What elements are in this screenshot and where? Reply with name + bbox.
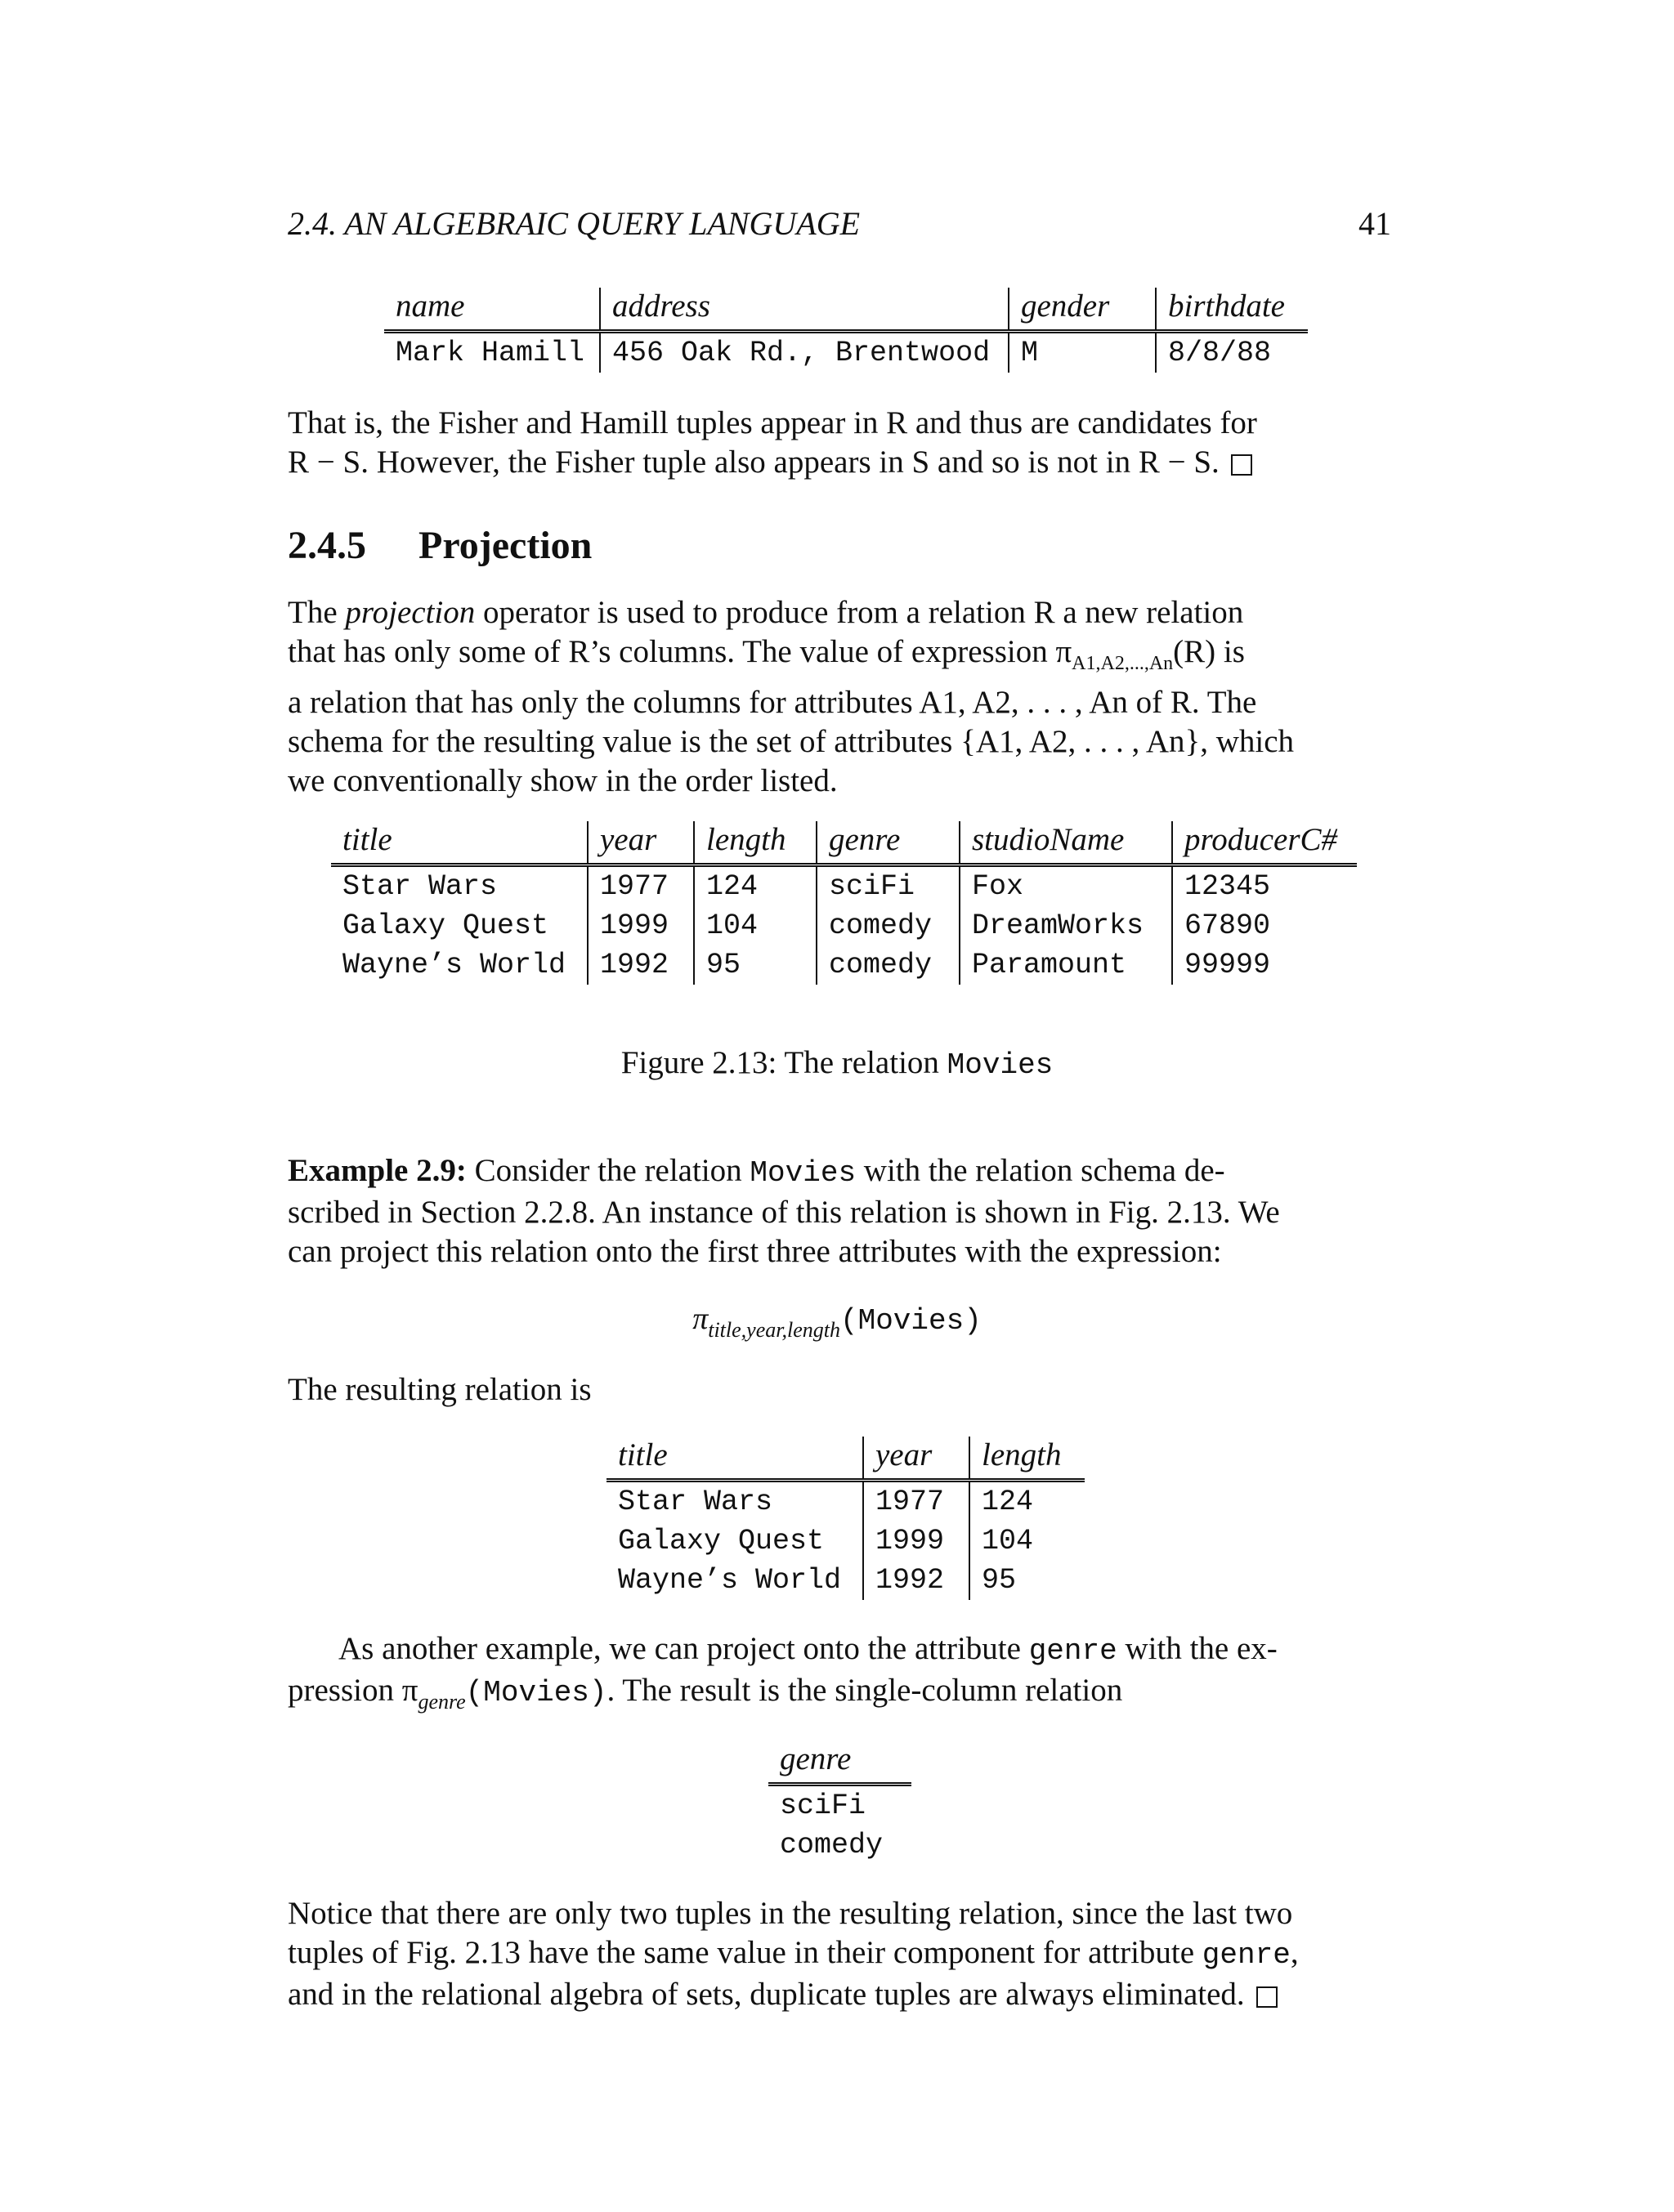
table-row xyxy=(331,865,1357,907)
cell: Star Wars xyxy=(618,1486,773,1518)
paragraph-2 xyxy=(288,593,1391,801)
cell: 1977 xyxy=(588,865,694,907)
table-row xyxy=(768,1785,911,1826)
cell: comedy xyxy=(780,1829,884,1861)
table-row xyxy=(331,906,1357,945)
para4-code: genre xyxy=(1202,1938,1291,1972)
para4-text: tuples of Fig. 2.13 have the same value in their component for attribute xyxy=(288,1935,1202,1970)
example-text: Consider the relation xyxy=(466,1153,750,1188)
section-title: Projection xyxy=(418,524,593,567)
cell: comedy xyxy=(817,906,960,945)
table-row xyxy=(384,332,1308,373)
section-number: 2.4.5 xyxy=(288,524,366,567)
cell: Wayne’s World xyxy=(342,949,566,981)
formula-subscript: title,year,length xyxy=(708,1318,840,1342)
caption-code: Movies xyxy=(947,1048,1054,1082)
cell: sciFi xyxy=(780,1790,866,1822)
cell: comedy xyxy=(817,945,960,985)
col-name: name xyxy=(384,288,600,332)
movies-table xyxy=(331,821,1357,985)
cell: Galaxy Quest xyxy=(618,1525,825,1557)
example-text: with the relation schema de- xyxy=(856,1153,1225,1188)
projection-formula xyxy=(0,1301,1674,1343)
pi-symbol: π xyxy=(692,1302,709,1336)
cell: 1977 xyxy=(863,1481,969,1522)
table-row xyxy=(606,1561,1085,1600)
pi-subscript: A1,A2,...,An xyxy=(1072,652,1174,674)
col-year: year xyxy=(588,821,694,865)
col-title: title xyxy=(331,821,588,865)
col-length: length xyxy=(969,1437,1085,1481)
col-birthdate: birthdate xyxy=(1156,288,1308,332)
paragraph-1 xyxy=(288,404,1391,482)
cell: 456 Oak Rd., Brentwood xyxy=(600,332,1009,373)
cell: 95 xyxy=(694,945,817,985)
result-table xyxy=(384,288,1308,373)
para4-text: , xyxy=(1290,1935,1299,1970)
end-of-proof-icon xyxy=(1256,1986,1278,2008)
cell: M xyxy=(1009,332,1156,373)
col-studioname: studioName xyxy=(960,821,1172,865)
table-row xyxy=(331,945,1357,985)
para4-line3: and in the relational algebra of sets, duplicate tuples are always eliminated. xyxy=(288,1977,1245,2012)
cell: 99999 xyxy=(1172,945,1357,985)
cell: Fox xyxy=(960,865,1172,907)
table-row xyxy=(606,1481,1085,1522)
para2-text: operator is used to produce from a relation R a new relation xyxy=(475,595,1244,630)
cell: DreamWorks xyxy=(960,906,1172,945)
cell: 124 xyxy=(694,865,817,907)
cell: Galaxy Quest xyxy=(342,909,549,942)
cell: Paramount xyxy=(960,945,1172,985)
cell: 67890 xyxy=(1172,906,1357,945)
col-title: title xyxy=(606,1437,863,1481)
example-line2: scribed in Section 2.2.8. An instance of this relation is shown in Fig. 2.13. We xyxy=(288,1195,1280,1230)
col-producer: producerC# xyxy=(1172,821,1357,865)
cell: 8/8/88 xyxy=(1156,332,1308,373)
para3-text: pression π xyxy=(288,1673,418,1708)
para2-text: that has only some of R’s columns. The value of expression π xyxy=(288,634,1072,669)
cell: 1992 xyxy=(588,945,694,985)
figure-caption xyxy=(0,1044,1674,1082)
cell: 12345 xyxy=(1172,865,1357,907)
formula-argument: (Movies) xyxy=(839,1304,982,1338)
example-line3: can project this relation onto the first three attributes with the expression: xyxy=(288,1234,1222,1269)
genre-table xyxy=(768,1741,911,1865)
caption-text: Figure 2.13: The relation xyxy=(620,1045,947,1080)
cell: Star Wars xyxy=(342,870,498,903)
resulting-text: The resulting relation is xyxy=(288,1372,592,1407)
para3-text: . The result is the single-column relation xyxy=(606,1673,1123,1708)
cell: 1999 xyxy=(863,1522,969,1561)
example-label: Example 2.9: xyxy=(288,1153,467,1188)
cell: 1992 xyxy=(863,1561,969,1600)
header-section-title: 2.4. AN ALGEBRAIC QUERY LANGUAGE xyxy=(288,205,861,242)
cell: 1999 xyxy=(588,906,694,945)
para2-text: The xyxy=(288,595,346,630)
page-number: 41 xyxy=(1358,205,1391,242)
para3-code: genre xyxy=(1028,1634,1117,1668)
para4-line1: Notice that there are only two tuples in the resulting relation, since the last two xyxy=(288,1896,1293,1931)
para1-line2: R − S. However, the Fisher tuple also appears in S and so is not in R − S. xyxy=(288,445,1220,480)
example-code: Movies xyxy=(750,1156,857,1190)
end-of-proof-icon xyxy=(1231,454,1252,476)
para3-text: with the ex- xyxy=(1117,1631,1278,1666)
cell: sciFi xyxy=(817,865,960,907)
projection-table xyxy=(606,1437,1085,1600)
para2-text: (R) is xyxy=(1173,634,1245,669)
projection-term: projection xyxy=(345,595,476,630)
para2-line3: a relation that has only the columns for attributes A1, A2, . . . , An of R. The xyxy=(288,684,1257,720)
col-genre: genre xyxy=(817,821,960,865)
section-heading xyxy=(288,523,592,568)
col-length: length xyxy=(694,821,817,865)
cell: 95 xyxy=(969,1561,1085,1600)
cell: Wayne’s World xyxy=(618,1564,842,1597)
para3-text: As another example, we can project onto the attribute xyxy=(338,1631,1029,1666)
running-header xyxy=(288,204,1391,243)
col-year: year xyxy=(863,1437,969,1481)
para2-line5: we conventionally show in the order listed. xyxy=(288,762,838,798)
example-paragraph xyxy=(288,1151,1391,1271)
col-genre: genre xyxy=(768,1741,911,1785)
col-address: address xyxy=(600,288,1009,332)
pi-subscript: genre xyxy=(418,1690,466,1714)
paragraph-3 xyxy=(288,1629,1391,1722)
para1-line1: That is, the Fisher and Hamill tuples appear in R and thus are candidates for xyxy=(288,405,1257,440)
cell: 124 xyxy=(969,1481,1085,1522)
paragraph-4 xyxy=(288,1894,1391,2014)
para2-line4: schema for the resulting value is the set of attributes {A1, A2, . . . , An}, which xyxy=(288,723,1295,759)
table-row xyxy=(768,1825,911,1865)
col-gender: gender xyxy=(1009,288,1156,332)
table-row xyxy=(606,1522,1085,1561)
cell: 104 xyxy=(969,1522,1085,1561)
para3-code: (Movies) xyxy=(465,1676,607,1709)
cell: Mark Hamill xyxy=(396,337,585,369)
cell: 104 xyxy=(694,906,817,945)
